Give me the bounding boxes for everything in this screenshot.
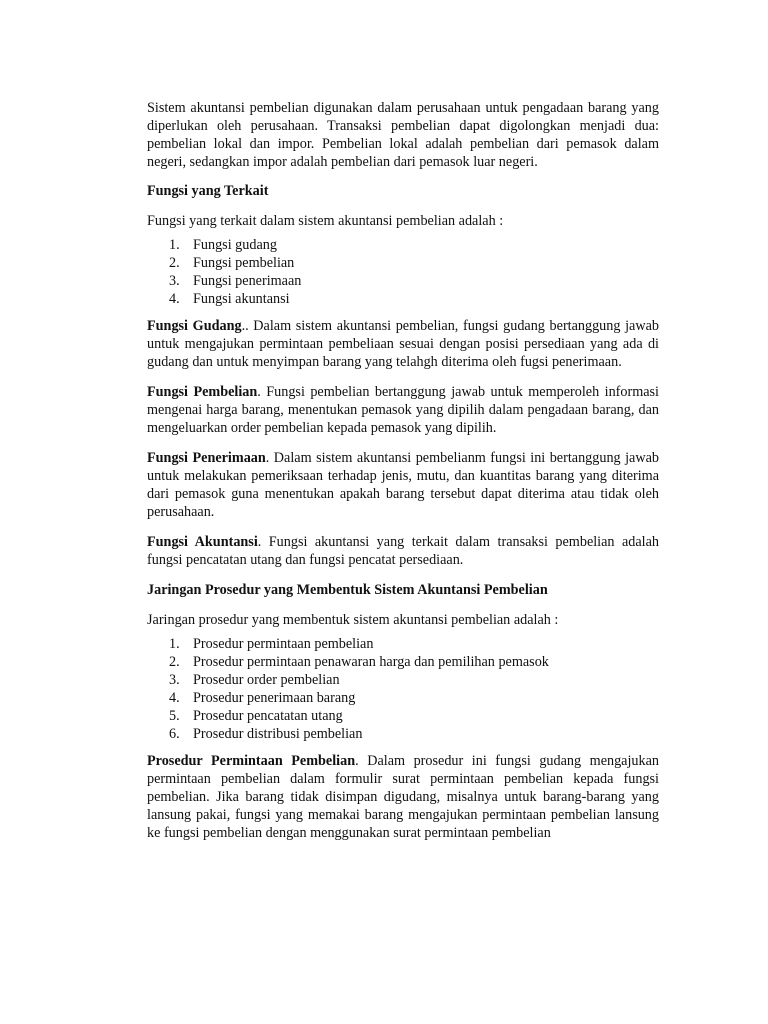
list-item: 4. Fungsi akuntansi bbox=[169, 291, 290, 307]
list-item: 2. Prosedur permintaan penawaran harga dan pemilihan pemasok bbox=[169, 654, 549, 670]
document-page bbox=[147, 99, 659, 854]
section-heading-fungsi: Fungsi yang Terkait bbox=[147, 183, 269, 199]
term-label: Fungsi Gudang bbox=[147, 318, 242, 334]
term-label: Fungsi Akuntansi bbox=[147, 534, 258, 550]
section-heading-jaringan: Jaringan Prosedur yang Membentuk Sistem Akuntansi Pembelian bbox=[147, 582, 548, 598]
paragraph-fungsi-akuntansi: Fungsi Akuntansi. Fungsi akuntansi yang terkait dalam transaksi pembelian adalah fungsi pencatatan utang dan fungsi pencatat persediaan. bbox=[147, 534, 659, 568]
intro-paragraph: Sistem akuntansi pembelian digunakan dalam perusahaan untuk pengadaan barang yang diperlukan oleh perusahaan. Transaksi pembelian dapat digolongkan menjadi dua: pembelian lokal dan impor. Pembelian lokal adalah pembelian dari pemasok dalam negeri, sedangkan impor adalah pembelian dari pemasok luar negeri. bbox=[147, 100, 659, 170]
term-label: Fungsi Pembelian bbox=[147, 384, 258, 400]
prosedur-list bbox=[147, 635, 659, 743]
term-label: Fungsi Penerimaan bbox=[147, 450, 266, 466]
list-item: 1. Fungsi gudang bbox=[169, 237, 277, 253]
paragraph-fungsi-gudang: Fungsi Gudang.. Dalam sistem akuntansi pembelian, fungsi gudang bertanggung jawab untuk mengajukan permintaan pembeliaan sesuai dengan posisi persediaan yang ada di gudang dan untuk menyimpan barang yang telahgh diterima oleh fugsi penerimaan. bbox=[147, 318, 659, 370]
paragraph-fungsi-penerimaan: Fungsi Penerimaan. Dalam sistem akuntansi pembelianm fungsi ini bertanggung jawab untuk melakukan pemeriksaan terhadap jenis, mutu, dan kuantitas barang yang diterima dari pemasok guna menentukan apakah barang tersebut dapat diterima atau tidak oleh perusahaan. bbox=[147, 450, 659, 520]
list-item: 2. Fungsi pembelian bbox=[169, 255, 295, 271]
term-label: Prosedur Permintaan Pembelian bbox=[147, 753, 356, 769]
list-item: 3. Prosedur order pembelian bbox=[169, 672, 340, 688]
list-item: 6. Prosedur distribusi pembelian bbox=[169, 726, 363, 742]
section-lead-jaringan: Jaringan prosedur yang membentuk sistem akuntansi pembelian adalah : bbox=[147, 612, 559, 628]
list-item: 4. Prosedur penerimaan barang bbox=[169, 690, 356, 706]
list-item: 1. Prosedur permintaan pembelian bbox=[169, 636, 374, 652]
list-item: 5. Prosedur pencatatan utang bbox=[169, 708, 343, 724]
paragraph-fungsi-pembelian: Fungsi Pembelian. Fungsi pembelian bertanggung jawab untuk memperoleh informasi mengenai harga barang, menentukan pemasok yang dipilih dalam pengadaan barang, dan mengeluarkan order pembelian kepada pemasok yang dipilih. bbox=[147, 384, 659, 436]
fungsi-list bbox=[147, 236, 659, 308]
paragraph-prosedur-permintaan: Prosedur Permintaan Pembelian. Dalam prosedur ini fungsi gudang mengajukan permintaan pembelian dalam formulir surat permintaan pembelian kepada fungsi pembelian. Jika barang tidak disimpan digudang, misalnya untuk barang-barang yang lansung pakai, fungsi yang memakai barang mengajukan permintaan pembelian lansung ke fungsi pembelian dengan menggunakan surat permintaan pembelian bbox=[147, 753, 659, 841]
section-lead-fungsi: Fungsi yang terkait dalam sistem akuntansi pembelian adalah : bbox=[147, 213, 504, 229]
list-item: 3. Fungsi penerimaan bbox=[169, 273, 302, 289]
